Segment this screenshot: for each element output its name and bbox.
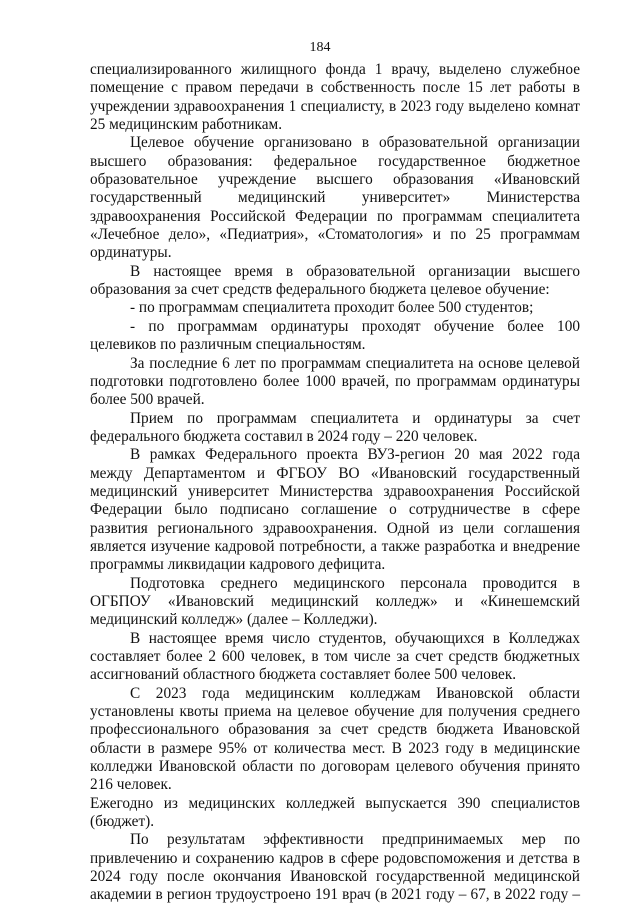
paragraph-students-count: В настоящее время число студентов, обучающихся в Колледжах составляет более 2 600 человек, в том числе за счет средств бюджетных ассигнований областного бюджета составляет более 500 человек. <box>90 629 580 684</box>
paragraph-nursing-training: Подготовка среднего медицинского персонала проводится в ОГБПОУ «Ивановский медицинский колледж» и «Кинешемский медицинский колледж» (далее – Колледжи). <box>90 574 580 629</box>
paragraph-target-training: Целевое обучение организовано в образовательной организации высшего образования: федеральное государственное бюджетное образовательное учреждение высшего образования «Ивановский государственный медицинский университет» Министерства здравоохранения Российской Федерации по программам специалитета «Лечебное дело», «Педиатрия», «Стоматология» и по 25 программам ординатуры. <box>90 134 580 262</box>
paragraph-admission-2024: Прием по программам специалитета и ординатуры за счет федерального бюджета составил в 2024 году – 220 человек. <box>90 409 580 445</box>
paragraph-federal-budget: В настоящее время в образовательной организации высшего образования за счет средств федерального бюджета целевое обучение: <box>90 262 580 299</box>
document-body <box>90 61 580 905</box>
paragraph-housing: специализированного жилищного фонда 1 врачу, выделено служебное помещение с правом передачи в собственность после 15 лет работы в учреждении здравоохранения 1 специалисту, в 2023 году выделено комнат 25 медицинским работникам. <box>90 61 580 134</box>
paragraph-results: По результатам эффективности предпринимаемых мер по привлечению и сохранению кадров в сфере родовспоможения и детства в 2024 году после окончания Ивановской государственной медицинской академии в регион трудоустроено 191 врач (в 2021 году – 67, в 2022 году – <box>90 831 580 904</box>
page-number: 184 <box>309 40 331 55</box>
paragraph-six-years: За последние 6 лет по программам специалитета на основе целевой подготовки подготовлено более 1000 врачей, по программам ординатуры более 500 врачей. <box>90 354 580 409</box>
list-item-specialty: - по программам специалитета проходит более 500 студентов; <box>130 299 534 317</box>
paragraph-graduates: Ежегодно из медицинских колледжей выпускается 390 специалистов (бюджет). <box>90 794 580 831</box>
list-item-residency: - по программам ординатуры проходят обучение более 100 целевиков по различным специальностям. <box>90 317 580 354</box>
paragraph-vuz-region: В рамках Федерального проекта ВУЗ-регион 20 мая 2022 года между Департаментом и ФГБОУ ВО «Ивановский государственный медицинский университет Министерства здравоохранения Российской Федерации было подписано соглашение о сотрудничестве в сфере развития регионального здравоохранения. Одной из цели соглашения является изучение кадровой потребности, а также разработка и внедрение программы ликвидации кадрового дефицита. <box>90 446 580 574</box>
paragraph-quota-2023: С 2023 года медицинским колледжам Ивановской области установлены квоты приема на целевое обучение для получения среднего профессионального образования за счет средств бюджета Ивановской области в размере 95% от количества мест. В 2023 году в медицинские колледжи Ивановской области по договорам целевого обучения принято 216 человек. <box>90 684 580 794</box>
